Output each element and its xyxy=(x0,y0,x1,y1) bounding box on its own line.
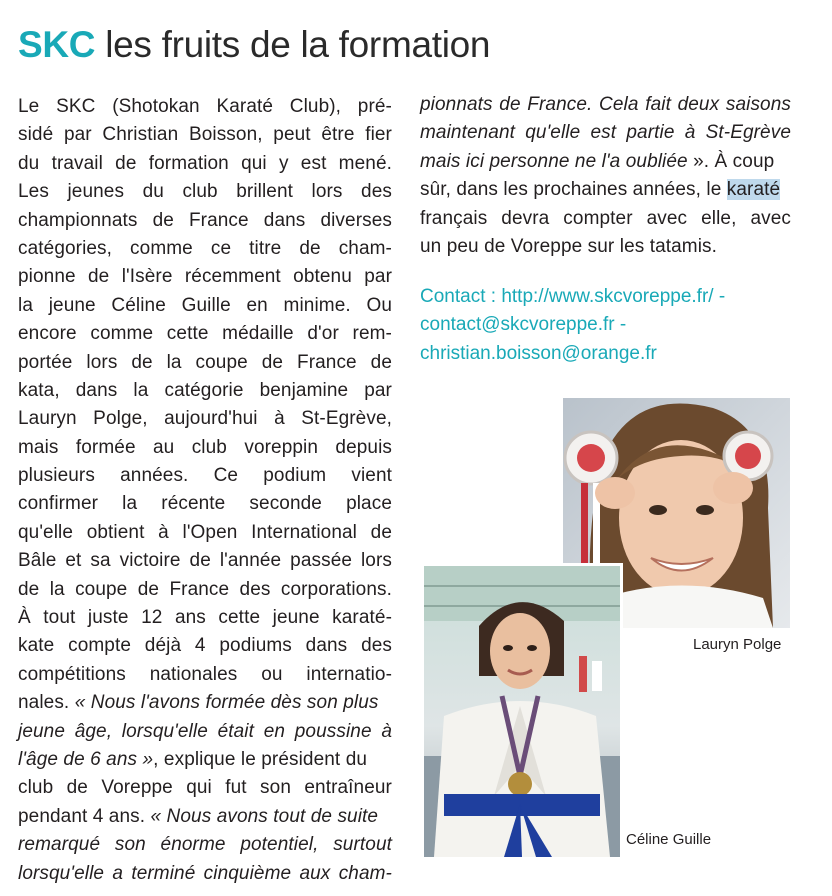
text-line: encore comme cette médaille d'or rem- xyxy=(18,323,392,345)
contact-block xyxy=(420,283,725,368)
quote-line: lorsqu'elle a terminé cinquième aux cham- xyxy=(18,862,392,884)
text-segment: sûr, dans les prochaines années, le xyxy=(420,179,722,201)
text-line: pionne de l'Isère récemment obtenu par xyxy=(18,266,392,288)
text-line: qu'elle obtient à l'Open International de xyxy=(18,521,392,543)
text-line: sidé par Christian Boisson, peut être fier xyxy=(18,124,392,146)
text-line: mais formée au club voreppin depuis xyxy=(18,436,392,458)
karateka-with-medal-illustration xyxy=(424,566,620,857)
text-line: Bâle et sa victoire de l'année passée lors xyxy=(18,550,392,572)
text-line xyxy=(18,746,392,774)
text-line: Lauryn Polge, aujourd'hui à St-Egrève, xyxy=(18,408,392,430)
text-line: plusieurs années. Ce podium vient xyxy=(18,465,392,487)
quote-segment: « Nous l'avons formée dès son plus xyxy=(74,692,379,714)
brand-name: SKC xyxy=(18,24,96,65)
text-line: du travail de formation qui y est mené. xyxy=(18,152,392,174)
text-line: kata, dans la catégorie benjamine par xyxy=(18,379,392,401)
article-column-left xyxy=(18,93,392,888)
text-segment: , explique le président du xyxy=(153,748,368,770)
quote-line: pionnats de France. Cela fait deux saisons xyxy=(420,94,791,115)
text-line: de la coupe de France des corporations. xyxy=(18,578,392,600)
text-line: À tout juste 12 ans cette jeune karaté- xyxy=(18,607,392,629)
text-line: portée lors de la coupe de France de xyxy=(18,351,392,373)
quote-line: jeune âge, lorsqu'elle était en poussine à xyxy=(18,720,392,742)
article-column-right xyxy=(420,91,791,261)
text-segment: ». À coup xyxy=(687,150,775,172)
photo-caption: Lauryn Polge xyxy=(693,636,782,653)
text-line: catégories, comme ce titre de cham- xyxy=(18,237,392,259)
text-line: Le SKC (Shotokan Karaté Club), pré- xyxy=(18,96,392,117)
article-title xyxy=(18,20,490,70)
text-segment: pendant 4 ans. xyxy=(18,805,146,827)
text-line: la jeune Céline Guille en minime. Ou xyxy=(18,294,392,316)
quote-line: remarqué son énorme potentiel, surtout xyxy=(18,834,392,856)
selected-word[interactable]: karaté xyxy=(726,179,781,201)
text-line xyxy=(18,689,392,717)
text-line: club de Voreppe qui fut son entraîneur xyxy=(18,777,392,799)
text-line xyxy=(18,803,392,831)
text-line: compétitions nationales ou internatio- xyxy=(18,663,392,685)
contact-website-link[interactable]: Contact : http://www.skcvoreppe.fr/ - xyxy=(420,286,726,307)
photo-celine-guille xyxy=(421,563,623,860)
text-line: championnats de France dans diverses xyxy=(18,209,392,231)
quote-line: maintenant qu'elle est partie à St-Egrève xyxy=(420,122,791,144)
text-line: Les jeunes du club brillent lors des xyxy=(18,181,392,203)
text-line xyxy=(420,176,791,204)
text-line: kate compte déjà 4 podiums dans des xyxy=(18,635,392,657)
quote-segment: « Nous avons tout de suite xyxy=(150,805,379,827)
title-text: les fruits de la formation xyxy=(105,24,491,65)
quote-segment: mais ici personne ne l'a oubliée xyxy=(420,150,688,172)
text-segment: nales. xyxy=(18,692,70,714)
contact-email-link[interactable]: contact@skcvoreppe.fr - xyxy=(420,314,627,336)
contact-email-link-2[interactable]: christian.boisson@orange.fr xyxy=(420,342,657,364)
photo-caption: Céline Guille xyxy=(626,831,712,848)
text-line: français devra compter avec elle, avec xyxy=(420,207,791,229)
text-line: confirmer la récente seconde place xyxy=(18,493,392,515)
text-line: un peu de Voreppe sur les tatamis. xyxy=(420,235,718,257)
quote-segment: l'âge de 6 ans » xyxy=(18,748,154,770)
text-line xyxy=(420,148,791,176)
